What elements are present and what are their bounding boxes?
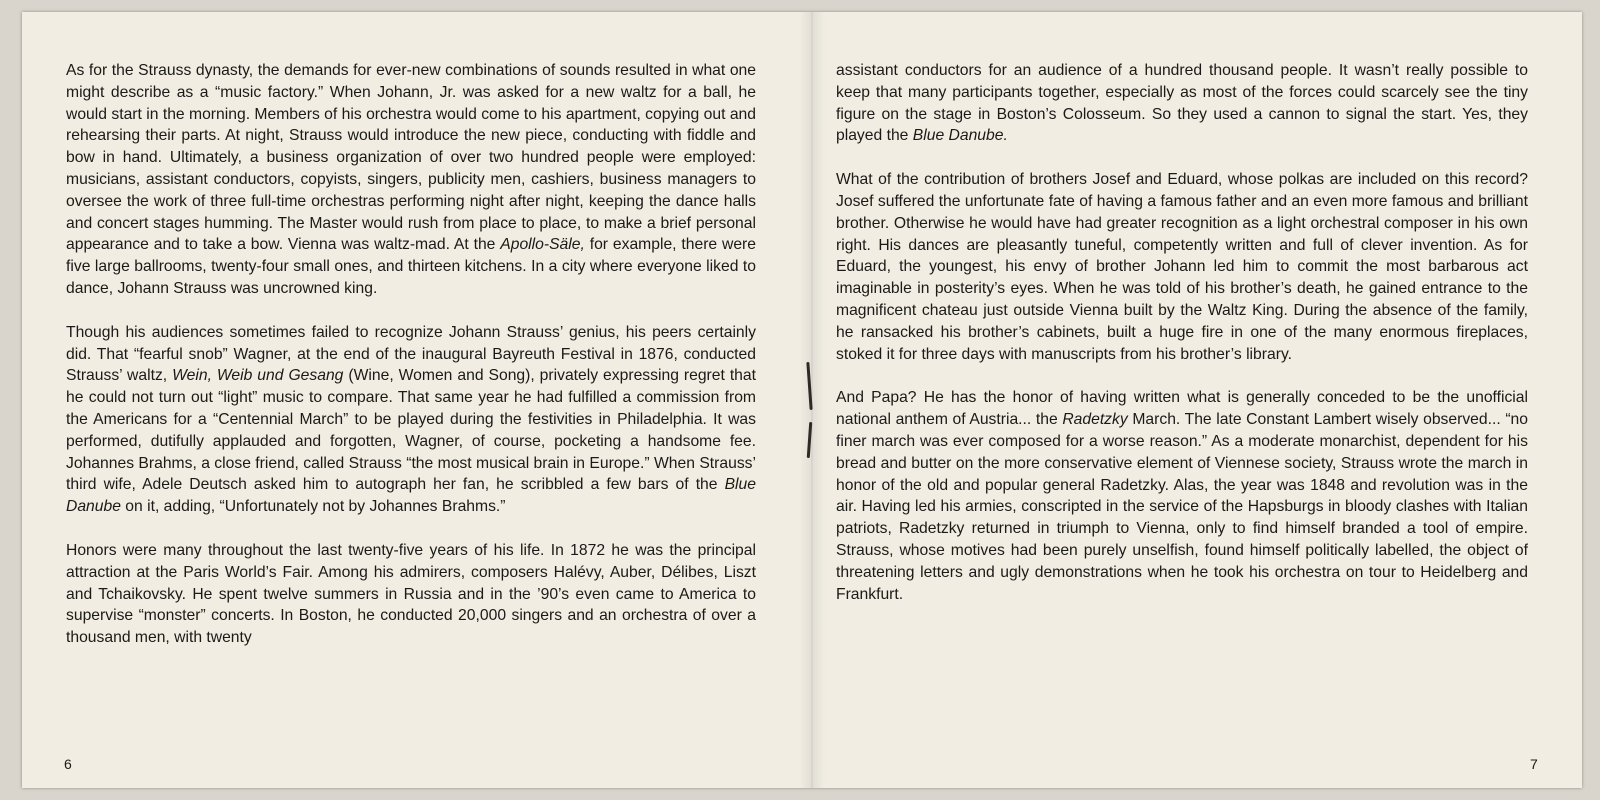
right-paragraph-3: And Papa? He has the honor of having written what is generally conceded to be the unofficial national anthem of Austria... the Radetzky March. The late Constant Lambert wisely observed... “no finer march was ever composed for a worse reason.” As a moderate monarchist, dependent for his bread and butter on the more conservative element of Viennese society, Strauss wrote the march in honor of the old and popular general Radetzky. Alas, the year was 1848 and revolution was in the air. Having led his armies, conscripted in the service of the Hapsburgs in bloody clashes with Italian patriots, Radetzky returned in triumph to Vienna, only to find himself branded a tool of empire. Strauss, whose motives had been purely unselfish, found himself politically labelled, the object of threatening letters and ugly demonstrations when he took his orchestra on tour to Heidelberg and Frankfurt.	[836, 389, 1528, 603]
left-page-text	[66, 60, 756, 671]
booklet-spread	[22, 12, 1582, 788]
right-page-text	[836, 60, 1528, 627]
left-paragraph-3: Honors were many throughout the last twenty-five years of his life. In 1872 he was the principal attraction at the Paris World’s Fair. Among his admirers, composers Halévy, Auber, Délibes, Liszt and Tchaikovsky. He spent twelve summers in Russia and in the ’90’s even came to America to supervise “monster” concerts. In Boston, he conducted 20,000 singers and an orchestra of over a thousand men, with twenty	[66, 541, 756, 647]
right-paragraph-2: What of the contribution of brothers Josef and Eduard, whose polkas are included on this record? Josef suffered the unfortunate fate of having a famous father and an even more famous and brilliant brother. Otherwise he would have had greater recognition as a light orchestral composer in his own right. His dances are pleasantly tuneful, competently written and full of clever invention. As for Eduard, the youngest, his envy of brother Johann led him to commit the most barbarous act imaginable in posterity’s eyes. When he was told of his brother’s death, he gained entrance to the magnificent chateau just outside Vienna built by the Waltz King. During the absence of the family, he ransacked his brother’s cabinets, built a huge fire in one of the many enormous fireplaces, stoked it for three days with manuscripts from his brother’s library.	[836, 171, 1528, 363]
page-number-left: 6	[64, 756, 72, 772]
left-paragraph-2: Though his audiences sometimes failed to recognize Johann Strauss’ genius, his peers certainly did. That “fearful snob” Wagner, at the end of the inaugural Bayreuth Festival in 1876, conducted Strauss’ waltz, Wein, Weib und Gesang (Wine, Women and Song), privately expressing regret that he could not turn out “light” music to compare. That same year he had fulfilled a commission from the Americans for a “Centennial March” to be played during the festivities in Philadelphia. It was performed, dutifully applauded and forgotten, Wagner, of course, pocketing a handsome fee. Johannes Brahms, a close friend, called Strauss “the most musical brain in Europe.” When Strauss’ third wife, Adele Deutsch asked him to autograph her fan, he scribbled a few bars of the Blue Danube on it, adding, “Unfortunately not by Johannes Brahms.”	[66, 323, 756, 516]
left-paragraph-1: As for the Strauss dynasty, the demands for ever-new combinations of sounds resulted in what one might describe as a “music factory.” When Johann, Jr. was asked for a new waltz for a ball, he would start in the morning. Members of his orchestra would come to his apartment, copying out and rehearsing their parts. At night, Strauss would introduce the new piece, conducting with fiddle and bow in hand. Ultimately, a business organization of over two hundred people were employed: musicians, assistant conductors, copyists, singers, publicity men, cashiers, business managers to oversee the work of three full-time orchestras performing night after night, keeping the dance halls and concert stages humming. The Master would rush from place to place, to make a brief personal appearance and to take a bow. Vienna was waltz-mad. At the Apollo-Säle, for example, there were five large ballrooms, twenty-four small ones, and thirteen kitchens. In a city where everyone liked to dance, Johann Strauss was uncrowned king.	[66, 62, 757, 297]
right-paragraph-1: assistant conductors for an audience of a hundred thousand people. It wasn’t really possible to keep that many participants together, especially as most of the forces could scarcely see the tiny figure on the stage in Boston’s Colosseum. So they used a cannon to signal the start. Yes, they played the Blue Danube.	[836, 62, 1528, 145]
page-number-right: 7	[1530, 756, 1538, 772]
